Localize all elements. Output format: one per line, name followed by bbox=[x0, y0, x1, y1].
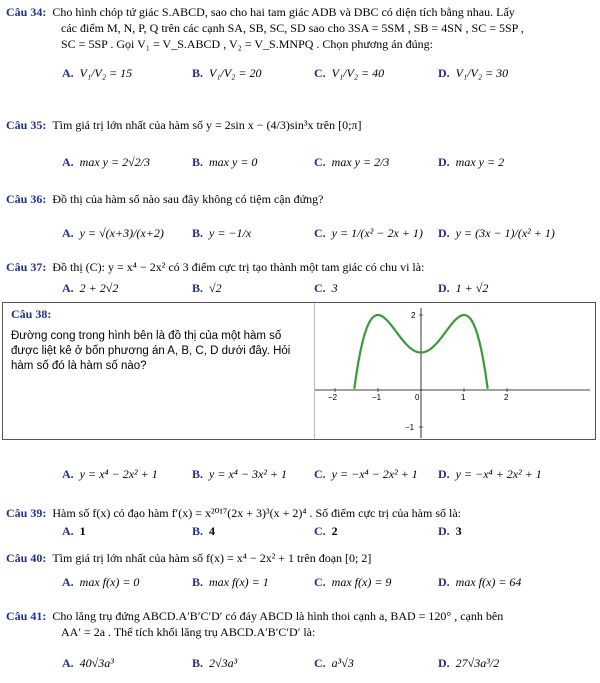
question-text: Đường cong trong hình bên là đồ thị của một hàm số được liệt kê ở bốn phương án A, B, C, D dưới đây. Hỏi hàm số đó là hàm số nào? bbox=[11, 330, 291, 372]
question-34 bbox=[6, 4, 594, 53]
question-40 bbox=[6, 550, 594, 566]
question-text: AA′ = 2a . Thể tích khối lăng trụ ABCD.A′B′C′D′ là: bbox=[61, 625, 316, 640]
question-39 bbox=[6, 505, 594, 521]
question-text: Hàm số f(x) có đạo hàm f′(x) = x²⁰¹⁷(2x + 3)³(x + 2)⁴ . Số điểm cực trị của hàm số là: bbox=[52, 506, 461, 520]
option-c[interactable]: C. V₁/V₂ = 40 bbox=[314, 66, 385, 80]
x-tick-label: 2 bbox=[504, 393, 509, 402]
option-d[interactable]: D. max y = 2 bbox=[438, 155, 505, 169]
option-b[interactable]: B. V₁/V₂ = 20 bbox=[192, 66, 262, 80]
y-tick-label: −1 bbox=[405, 423, 415, 432]
option-d[interactable]: D. 27√3a³/2 bbox=[438, 656, 500, 670]
option-c[interactable]: C. y = 1/(x² − 2x + 1) bbox=[314, 226, 423, 240]
question-number: Câu 41: bbox=[6, 609, 47, 623]
function-graph bbox=[315, 304, 595, 438]
option-a[interactable]: A. y = √(x+3)/(x+2) bbox=[62, 226, 164, 240]
x-tick-label: −2 bbox=[328, 393, 338, 402]
question-number: Câu 34: bbox=[6, 5, 47, 19]
option-a[interactable]: A. 40√3a³ bbox=[62, 656, 114, 670]
x-tick-label: −1 bbox=[372, 393, 382, 402]
option-c[interactable]: C. max y = 2/3 bbox=[314, 155, 390, 169]
option-a[interactable]: A. y = x⁴ − 2x² + 1 bbox=[62, 467, 158, 481]
question-36 bbox=[6, 191, 594, 207]
question-37 bbox=[6, 259, 594, 275]
y-tick-label: 2 bbox=[411, 311, 416, 320]
question-text: Tìm giá trị lớn nhất của hàm số f(x) = x⁴ − 2x² + 1 trên đoạn [0; 2] bbox=[52, 551, 372, 565]
option-a[interactable]: A. max f(x) = 0 bbox=[62, 575, 140, 589]
question-35 bbox=[6, 117, 594, 133]
option-b[interactable]: B. 2√3a³ bbox=[192, 656, 238, 670]
option-a[interactable]: A. 2 + 2√2 bbox=[62, 281, 119, 295]
option-d[interactable]: D. max f(x) = 64 bbox=[438, 575, 522, 589]
option-d[interactable]: D. 1 + √2 bbox=[438, 281, 489, 295]
option-a[interactable]: A. 1 bbox=[62, 524, 86, 538]
question-text: Cho hình chóp tứ giác S.ABCD, sao cho hai tam giác ADB và DBC có diện tích bằng nhau. Lấy bbox=[52, 5, 515, 19]
option-a[interactable]: A. max y = 2√2/3 bbox=[62, 155, 151, 169]
question-number: Câu 40: bbox=[6, 551, 47, 565]
option-c[interactable]: C. 3 bbox=[314, 281, 338, 295]
question-number: Câu 37: bbox=[6, 260, 47, 274]
question-text: Đồ thị của hàm số nào sau đây không có tiệm cận đứng? bbox=[52, 192, 324, 206]
option-d[interactable]: D. 3 bbox=[438, 524, 462, 538]
option-b[interactable]: B. √2 bbox=[192, 281, 222, 295]
question-number: Câu 38: bbox=[11, 307, 52, 321]
question-number: Câu 36: bbox=[6, 192, 47, 206]
option-d[interactable]: D. y = (3x − 1)/(x² + 1) bbox=[438, 226, 555, 240]
question-38-frame bbox=[2, 302, 596, 440]
question-text: Tìm giá trị lớn nhất của hàm số y = 2sin x − (4/3)sin³x trên [0;π] bbox=[52, 118, 362, 132]
x-tick-label: 1 bbox=[461, 393, 466, 402]
option-c[interactable]: C. y = −x⁴ − 2x² + 1 bbox=[314, 467, 418, 481]
option-c[interactable]: C. max f(x) = 9 bbox=[314, 575, 392, 589]
option-d[interactable]: D. y = −x⁴ + 2x² + 1 bbox=[438, 467, 542, 481]
question-41 bbox=[6, 608, 594, 640]
question-number: Câu 35: bbox=[6, 118, 47, 132]
question-text: các điểm M, N, P, Q trên các cạnh SA, SB, SC, SD sao cho 3SA = 5SM , SB = 4SN , SC = 5SP , bbox=[61, 21, 524, 36]
option-b[interactable]: B. y = −1/x bbox=[192, 226, 252, 240]
question-text: Cho lăng trụ đứng ABCD.A′B′C′D′ có đáy ABCD là hình thoi cạnh a, BAD = 120° , cạnh bên bbox=[52, 609, 504, 623]
option-b[interactable]: B. max y = 0 bbox=[192, 155, 258, 169]
option-c[interactable]: C. 2 bbox=[314, 524, 338, 538]
option-b[interactable]: B. max f(x) = 1 bbox=[192, 575, 269, 589]
option-c[interactable]: C. a³√3 bbox=[314, 656, 354, 670]
option-b[interactable]: B. 4 bbox=[192, 524, 216, 538]
question-text: Đồ thị (C): y = x⁴ − 2x² có 3 điểm cực trị tạo thành một tam giác có chu vi là: bbox=[52, 260, 425, 274]
question-text: SC = 5SP . Gọi V₁ = V_S.ABCD , V₂ = V_S.MNPQ . Chọn phương án đúng: bbox=[61, 37, 433, 52]
x-tick-label: 0 bbox=[415, 393, 420, 402]
option-a[interactable]: A. V₁/V₂ = 15 bbox=[62, 66, 133, 80]
option-b[interactable]: B. y = x⁴ − 3x² + 1 bbox=[192, 467, 288, 481]
question-number: Câu 39: bbox=[6, 506, 47, 520]
option-d[interactable]: D. V₁/V₂ = 30 bbox=[438, 66, 509, 80]
